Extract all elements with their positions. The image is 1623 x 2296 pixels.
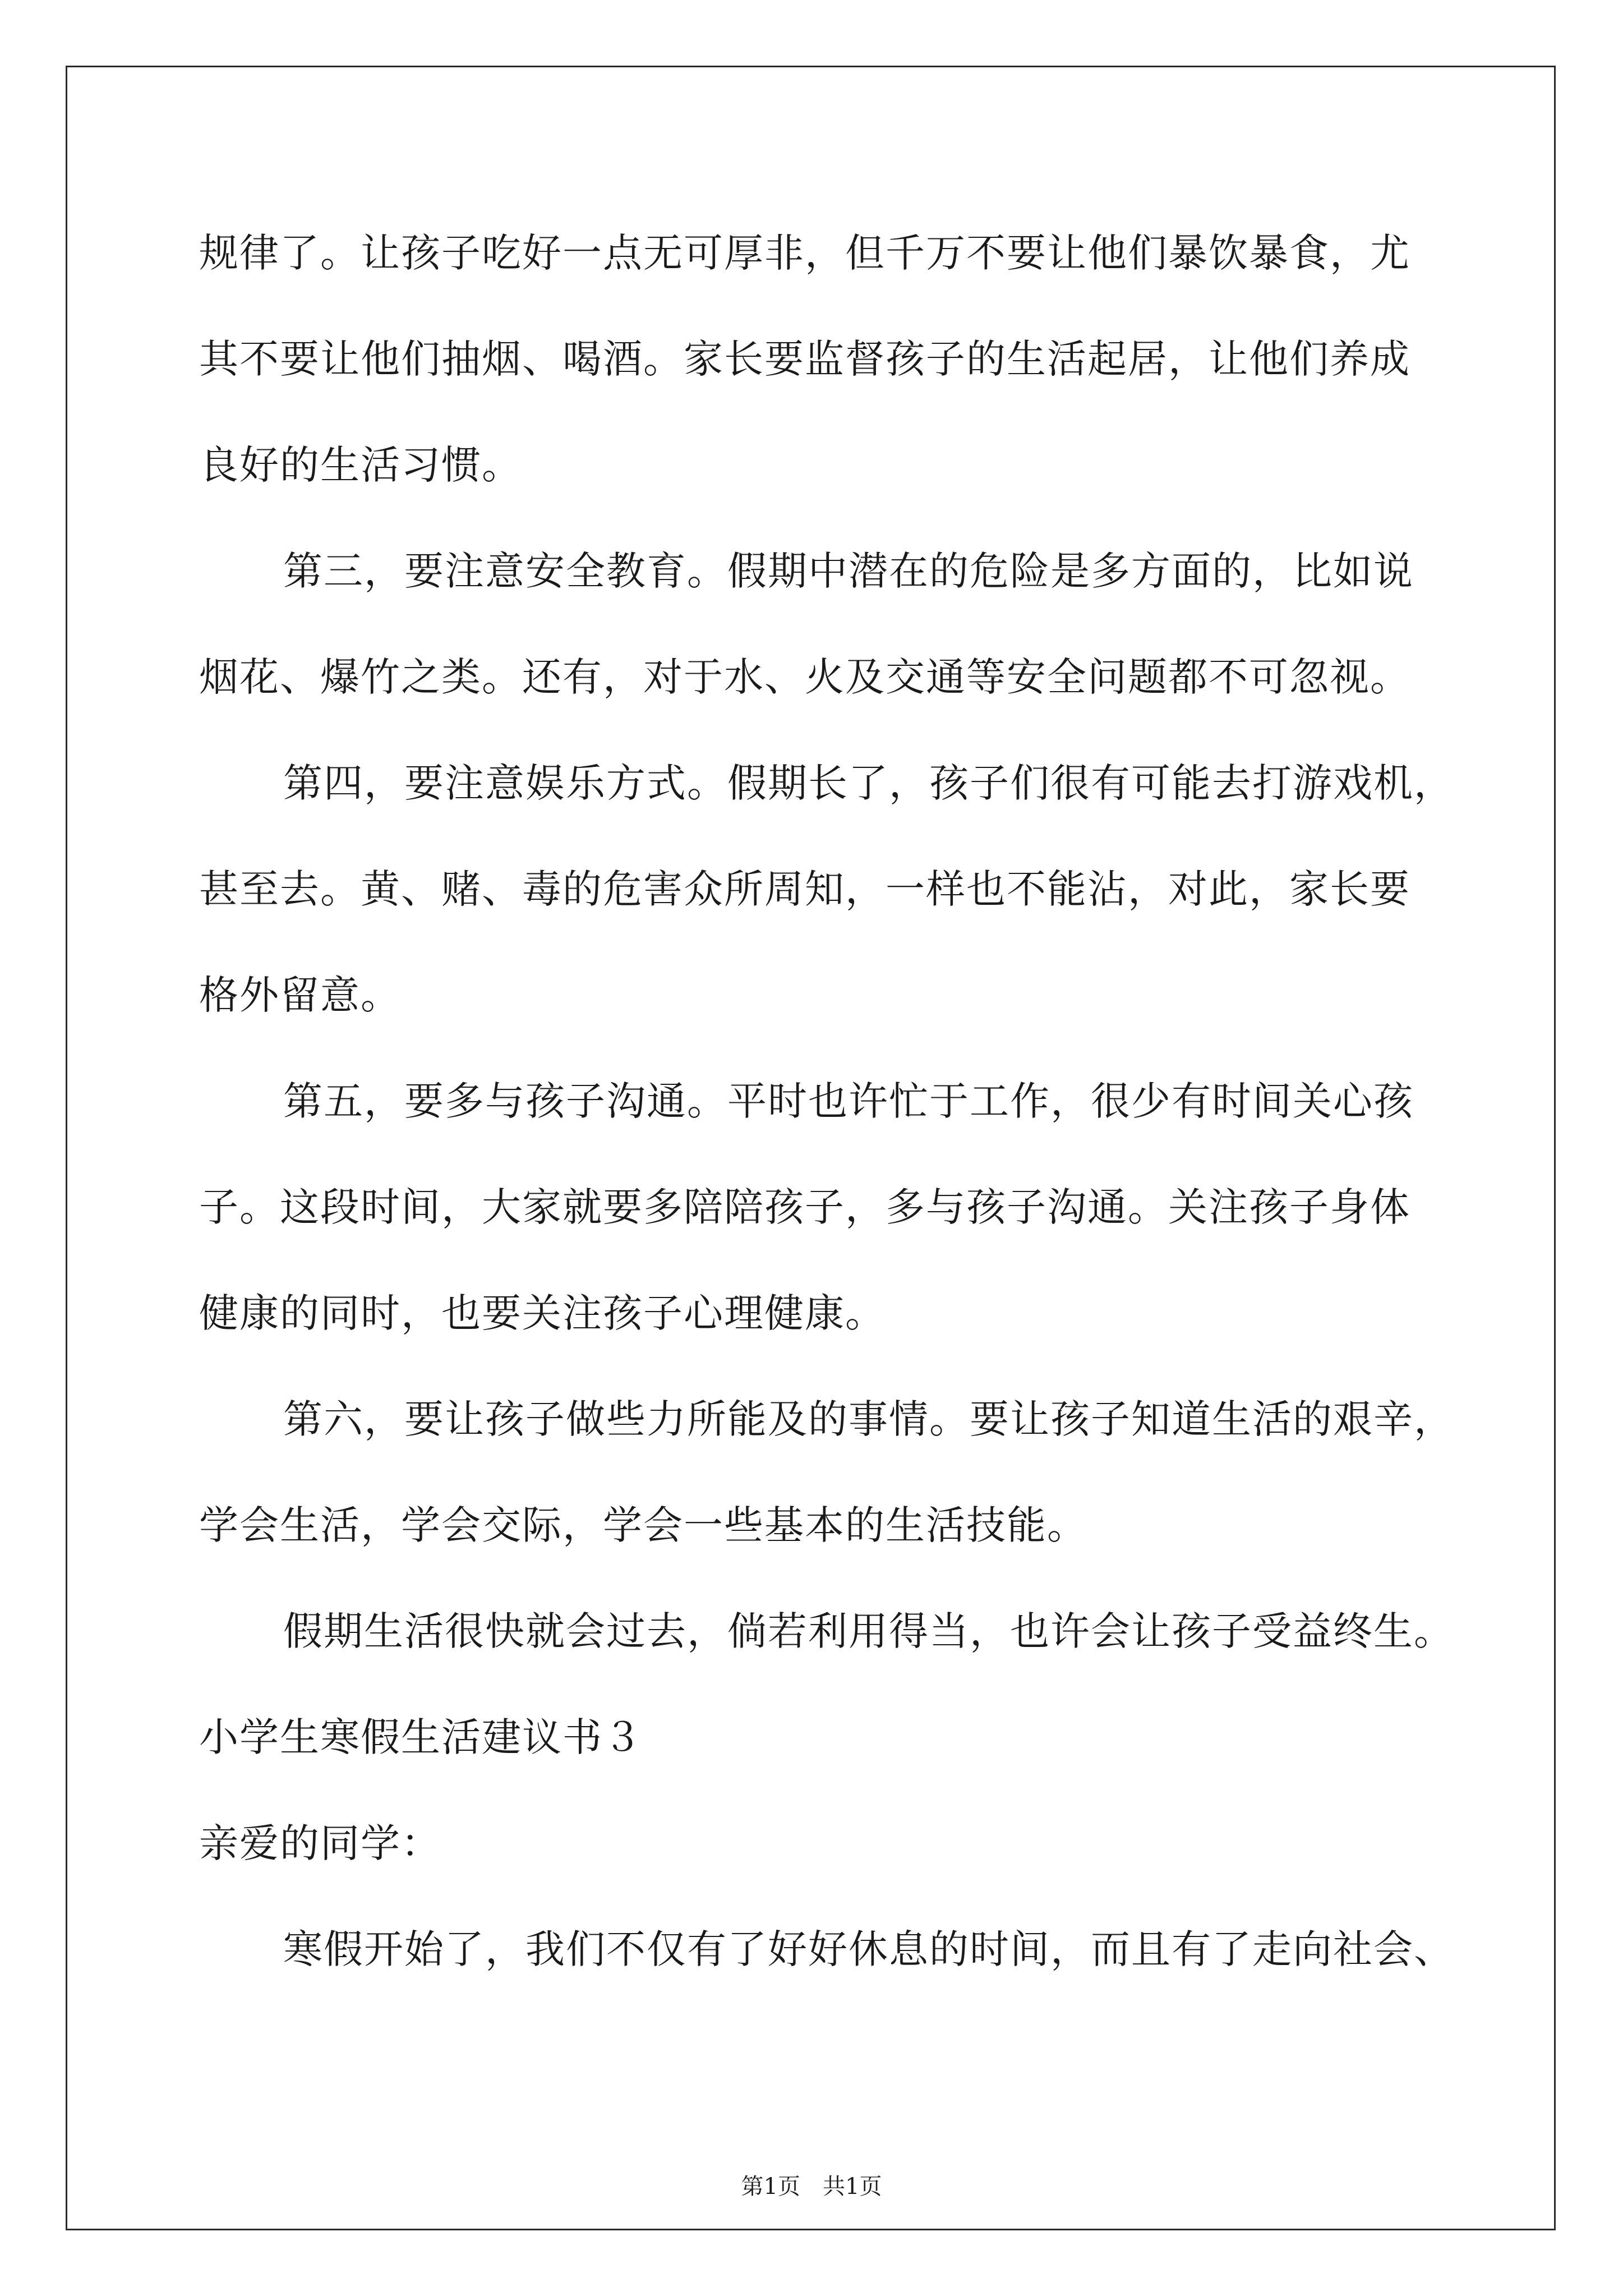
section-heading: 小学生寒假生活建议书３ xyxy=(199,1714,643,1760)
paragraph-line: 甚至去。黄、赌、毒的危害众所周知，一样也不能沾，对此，家长要 xyxy=(199,866,1410,912)
page-frame xyxy=(66,66,1556,2230)
paragraph-line: 其不要让他们抽烟、喝酒。家长要监督孩子的生活起居，让他们养成 xyxy=(199,336,1410,382)
paragraph-line: 规律了。让孩子吃好一点无可厚非，但千万不要让他们暴饮暴食，尤 xyxy=(199,230,1410,276)
salutation-line: 亲爱的同学： xyxy=(199,1820,441,1866)
paragraph-line: 寒假开始了，我们不仅有了好好休息的时间，而且有了走向社会、 xyxy=(283,1926,1454,1972)
page-number-footer: 第1页 共1页 xyxy=(741,2174,882,2200)
paragraph-line: 学会生活，学会交际，学会一些基本的生活技能。 xyxy=(199,1502,1087,1548)
paragraph-line: 健康的同时，也要关注孩子心理健康。 xyxy=(199,1290,886,1336)
paragraph-line: 假期生活很快就会过去，倘若利用得当，也许会让孩子受益终生。 xyxy=(283,1608,1454,1654)
paragraph-line: 格外留意。 xyxy=(199,972,401,1018)
paragraph-line: 第三，要注意安全教育。假期中潜在的危险是多方面的，比如说 xyxy=(283,548,1414,594)
paragraph-line: 良好的生活习惯。 xyxy=(199,442,522,488)
paragraph-line: 烟花、爆竹之类。还有，对于水、火及交通等安全问题都不可忽视。 xyxy=(199,654,1410,700)
paragraph-line: 子。这段时间，大家就要多陪陪孩子，多与孩子沟通。关注孩子身体 xyxy=(199,1184,1410,1230)
paragraph-line: 第五，要多与孩子沟通。平时也许忙于工作，很少有时间关心孩 xyxy=(283,1078,1414,1124)
paragraph-line: 第四，要注意娱乐方式。假期长了，孩子们很有可能去打游戏机， xyxy=(283,760,1454,806)
paragraph-line: 第六，要让孩子做些力所能及的事情。要让孩子知道生活的艰辛， xyxy=(283,1396,1454,1442)
